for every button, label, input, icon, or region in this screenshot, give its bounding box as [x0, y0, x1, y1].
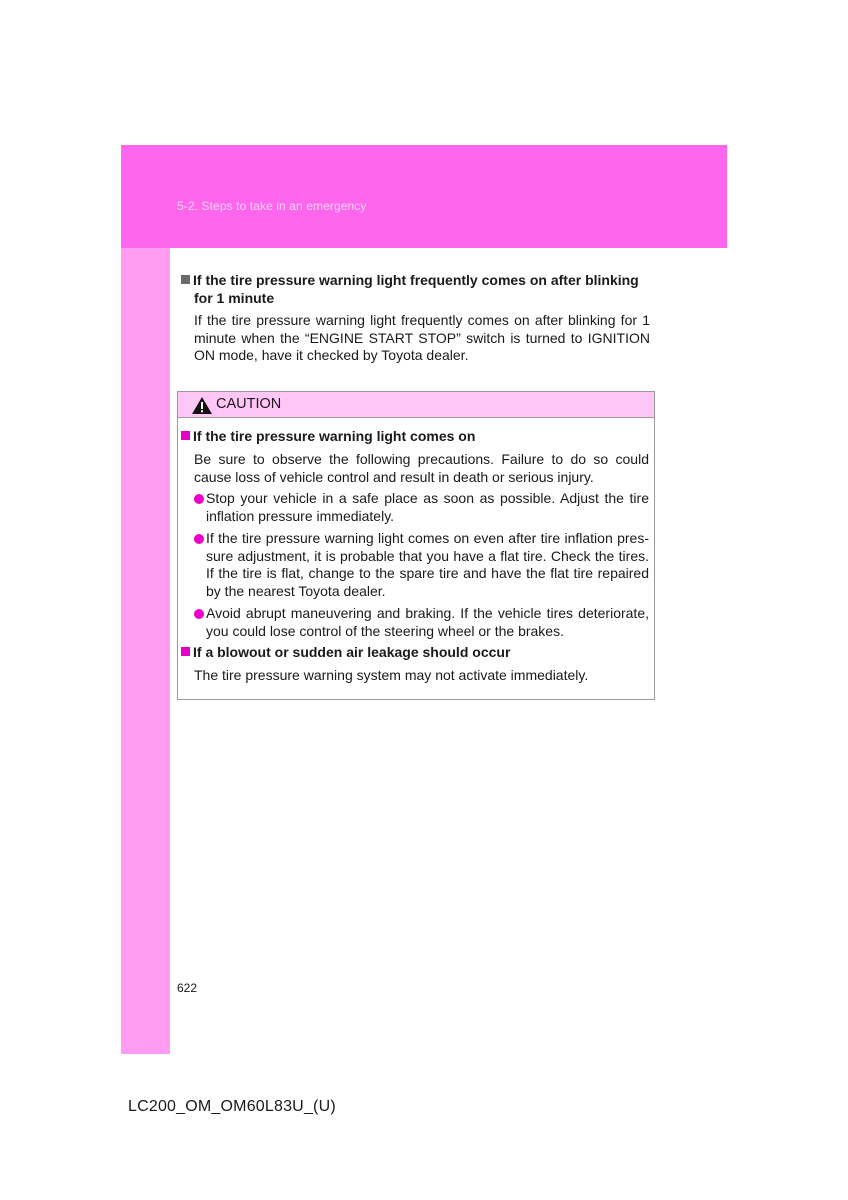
- bullet-text: Stop your vehicle in a safe place as soon as possible. Adjust the tire inflation pressure immediately.: [206, 490, 649, 524]
- caution-header: [178, 392, 654, 418]
- topic-heading-line1: If the tire pressure warning light frequently comes on after blinking: [193, 272, 639, 288]
- caution-section-heading: [181, 644, 510, 662]
- bullet-item: [194, 490, 649, 525]
- topic-heading-line2: for 1 minute: [194, 289, 275, 306]
- caution-heading-text: If a blowout or sudden air leakage should occur: [193, 644, 511, 660]
- round-bullet-icon: [194, 534, 204, 544]
- side-strip: [121, 248, 170, 1054]
- bullet-text: Avoid abrupt maneuvering and braking. If the vehicle tires deteriorate, you could lose control of the steering wheel or the brakes.: [206, 605, 649, 639]
- caution-label: CAUTION: [216, 396, 282, 412]
- footer-code: LC200_OM_OM60L83U_(U): [128, 1098, 336, 1115]
- round-bullet-icon: [194, 494, 204, 504]
- bullet-text: If the tire pressure warning light comes on even after tire inflation pres-sure adjustment, it is probable that you have a flat tire. Check the tires. If the tire is flat, change to the spare tire and have the flat tire repaired by the nearest Toyota dealer.: [206, 530, 649, 599]
- square-bullet-icon: [181, 431, 190, 440]
- bullet-item: [194, 605, 649, 640]
- caution-section-text: The tire pressure warning system may not activate immediately.: [194, 667, 589, 683]
- page-number: 622: [177, 981, 198, 995]
- caution-heading-text: If the tire pressure warning light comes on: [193, 428, 476, 444]
- caution-section-heading: [181, 428, 475, 446]
- caution-box: [177, 391, 655, 700]
- square-bullet-icon: [181, 275, 190, 284]
- warning-triangle-icon: [191, 396, 213, 415]
- bullet-item: [194, 530, 649, 600]
- square-bullet-icon: [181, 647, 190, 656]
- topic-body: If the tire pressure warning light frequently comes on after blinking for 1 minute when the “ENGINE START STOP” switch is turned to IGNITION ON mode, have it checked by Toyota dealer.: [194, 312, 650, 363]
- section-title: 5-2. Steps to take in an emergency: [177, 199, 367, 213]
- header-band: [121, 145, 727, 248]
- caution-section-text: Be sure to observe the following precautions. Failure to do so could cause loss of vehicle control and result in death or serious injury.: [194, 451, 649, 485]
- topic-heading: [181, 272, 653, 307]
- round-bullet-icon: [194, 609, 204, 619]
